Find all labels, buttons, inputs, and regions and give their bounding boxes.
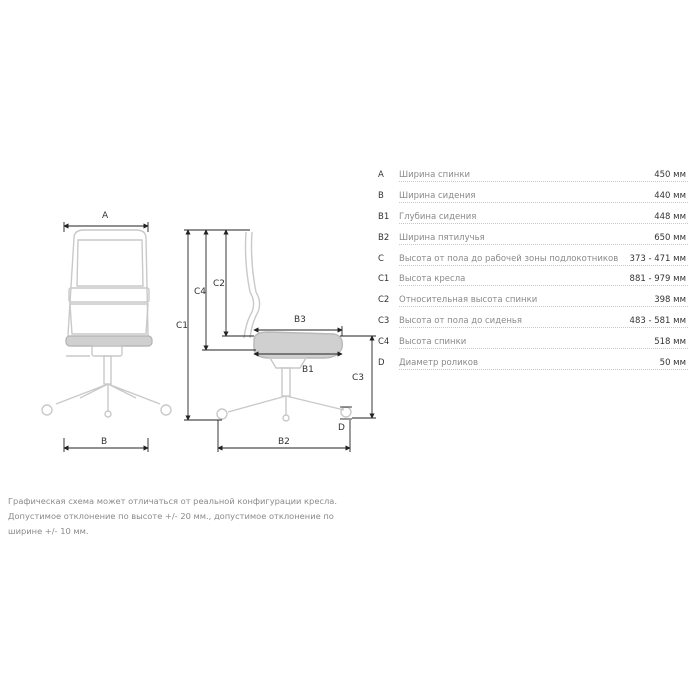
spec-value: 483 - 581 мм bbox=[627, 316, 686, 326]
spec-row bbox=[378, 292, 688, 313]
spec-value: 373 - 471 мм bbox=[627, 254, 686, 264]
dim-label-b3: B3 bbox=[294, 315, 306, 325]
dim-label-b2: B2 bbox=[278, 437, 290, 447]
spec-code: B1 bbox=[378, 211, 390, 222]
spec-code: C bbox=[378, 253, 384, 264]
spec-row bbox=[378, 313, 688, 334]
spec-name: Относительная высота спинки bbox=[399, 295, 538, 306]
spec-row bbox=[378, 230, 688, 251]
dim-label-c2: C2 bbox=[213, 279, 226, 289]
spec-code: C3 bbox=[378, 316, 390, 327]
dim-label-b1: B1 bbox=[302, 365, 314, 375]
spec-name: Высота от пола до рабочей зоны подлокотников bbox=[399, 253, 619, 264]
note-line: Графическая схема может отличаться от реальной конфигурации кресла. bbox=[8, 496, 338, 506]
front-view-chair bbox=[42, 230, 171, 417]
dim-label-b: B bbox=[101, 437, 108, 447]
spec-value: 518 мм bbox=[651, 337, 686, 347]
spec-name: Ширина пятилучья bbox=[399, 232, 485, 243]
spec-code: C1 bbox=[378, 274, 390, 285]
disclaimer-note bbox=[8, 494, 348, 539]
spec-code: C4 bbox=[378, 337, 390, 348]
spec-row bbox=[378, 334, 688, 355]
spec-value: 650 мм bbox=[651, 233, 686, 243]
spec-row bbox=[378, 188, 688, 209]
spec-value: 50 мм bbox=[657, 358, 686, 368]
spec-table bbox=[378, 167, 688, 376]
dim-label-a: A bbox=[102, 211, 109, 221]
spec-name: Диаметр роликов bbox=[399, 358, 478, 369]
dim-label-c4: C4 bbox=[194, 287, 207, 297]
spec-row bbox=[378, 355, 688, 376]
note-line: ширине +/- 10 мм. bbox=[8, 526, 89, 536]
spec-value: 398 мм bbox=[651, 295, 686, 305]
spec-name: Высота кресла bbox=[399, 274, 466, 285]
spec-value: 448 мм bbox=[651, 212, 686, 222]
spec-row bbox=[378, 209, 688, 230]
spec-code: D bbox=[378, 358, 385, 369]
note-line: Допустимое отклонение по высоте +/- 20 мм., допустимое отклонение по bbox=[8, 511, 334, 521]
spec-name: Ширина спинки bbox=[399, 170, 470, 180]
spec-value: 440 мм bbox=[651, 191, 686, 201]
spec-value: 881 - 979 мм bbox=[627, 274, 686, 284]
spec-code: B2 bbox=[378, 232, 390, 243]
spec-row bbox=[378, 271, 688, 292]
spec-row bbox=[378, 251, 688, 272]
dim-label-c1: C1 bbox=[176, 321, 189, 331]
spec-row bbox=[378, 167, 688, 188]
dim-label-c3: C3 bbox=[352, 373, 365, 383]
spec-code: A bbox=[378, 170, 384, 180]
spec-value: 450 мм bbox=[651, 170, 686, 180]
spec-name: Ширина сидения bbox=[399, 190, 476, 201]
spec-name: Высота спинки bbox=[399, 337, 467, 348]
spec-code: C2 bbox=[378, 295, 390, 306]
side-view-chair bbox=[217, 232, 351, 421]
dim-label-d: D bbox=[338, 423, 345, 433]
spec-code: B bbox=[378, 190, 384, 201]
spec-name: Высота от пола до сиденья bbox=[399, 316, 522, 327]
spec-name: Глубина сидения bbox=[399, 211, 477, 222]
